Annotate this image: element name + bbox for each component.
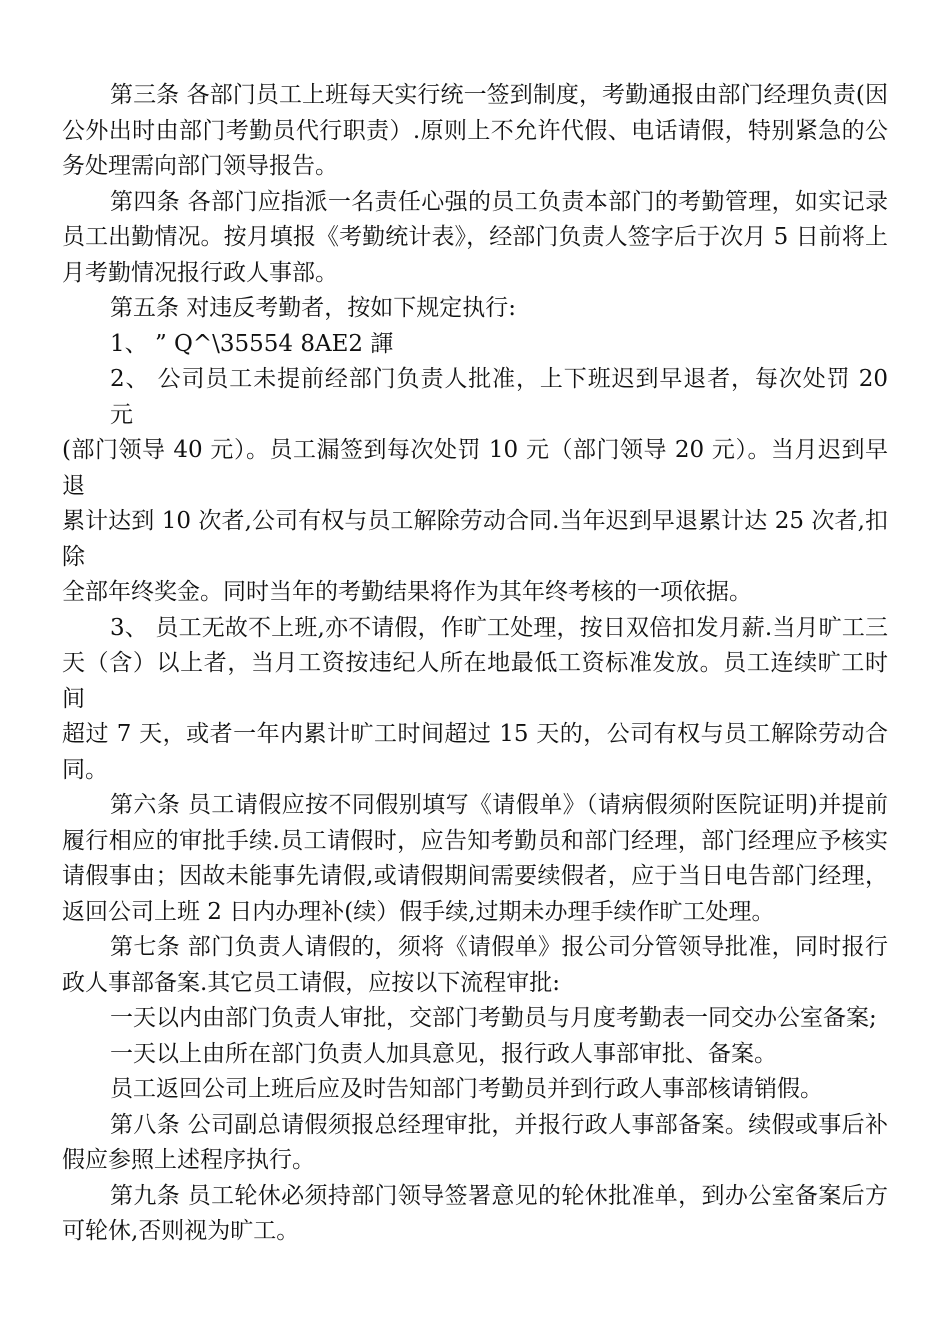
text-line: 2、 公司员工未提前经部门负责人批准，上下班迟到早退者，每次处罚 20 元 (110, 366, 888, 428)
paragraph (62, 1001, 888, 1037)
text-line: 一天以内由部门负责人审批，交部门考勤员与月度考勤表一同交办公室备案; (110, 1005, 877, 1031)
text-line: 第八条 公司副总请假须报总经理审批，并报行政人事部备案。续假或事后补 (110, 1111, 888, 1138)
text-line: 请假事由；因故未能事先请假,或请假期间需要续假者，应于当日电告部门经理， (62, 863, 888, 889)
paragraph (62, 327, 888, 363)
text-line: 月考勤情况报行政人事部。 (62, 259, 338, 286)
text-line: 第四条 各部门应指派一名责任心强的员工负责本部门的考勤管理，如实记录 (110, 188, 888, 215)
paragraph (62, 1037, 888, 1073)
text-line: 全部年终奖金。同时当年的考勤结果将作为其年终考核的一项依据。 (62, 579, 752, 605)
text-line: 第六条 员工请假应按不同假别填写《请假单》（请病假须附医院证明)并提前 (110, 792, 888, 818)
document-body (62, 78, 888, 1250)
text-line: 务处理需向部门领导报告。 (62, 153, 338, 179)
text-line: 员工出勤情况。按月填报《考勤统计表》，经部门负责人签字后于次月 5 日前将上 (62, 224, 888, 250)
text-line: 超过 7 天，或者一年内累计旷工时间超过 15 天的，公司有权与员工解除劳动合同。 (62, 721, 888, 783)
text-line: 员工返回公司上班后应及时告知部门考勤员并到行政人事部核请销假。 (110, 1076, 823, 1102)
paragraph (62, 1072, 888, 1108)
paragraph (62, 930, 888, 1001)
paragraph (62, 788, 888, 930)
text-line: 3、 员工无故不上班,亦不请假，作旷工处理，按日双倍扣发月薪.当月旷工三 (110, 614, 888, 641)
paragraph (62, 291, 888, 327)
text-line: 天（含）以上者，当月工资按违纪人所在地最低工资标准发放。员工连续旷工时间 (62, 650, 888, 712)
text-line: 政人事部备案.其它员工请假，应按以下流程审批: (62, 969, 561, 996)
text-line: 第三条 各部门员工上班每天实行统一签到制度，考勤通报由部门经理负责(因 (110, 82, 888, 108)
text-line: 返回公司上班 2 日内办理补(续）假手续,过期未办理手续作旷工处理。 (62, 898, 775, 925)
text-line: 第五条 对违反考勤者，按如下规定执行: (110, 295, 517, 321)
text-line: (部门领导 40 元）。员工漏签到每次处罚 10 元（部门领导 20 元）。当月迟到早退 (62, 437, 888, 499)
paragraph (62, 362, 888, 611)
text-line: 一天以上由所在部门负责人加具意见，报行政人事部审批、备案。 (110, 1040, 777, 1067)
paragraph (62, 1179, 888, 1250)
text-line: 履行相应的审批手续.员工请假时，应告知考勤员和部门经理，部门经理应予核实 (62, 827, 888, 854)
paragraph (62, 78, 888, 185)
paragraph (62, 185, 888, 292)
text-line: 第九条 员工轮休必须持部门领导签署意见的轮休批准单，到办公室备案后方 (110, 1182, 888, 1209)
text-line: 可轮休,否则视为旷工。 (62, 1218, 300, 1244)
text-line: 假应参照上述程序执行。 (62, 1147, 315, 1173)
text-line: 累计达到 10 次者,公司有权与员工解除劳动合同.当年迟到早退累计达 25 次者,扣除 (62, 508, 888, 570)
paragraph (62, 1108, 888, 1179)
paragraph (62, 611, 888, 789)
text-line: 第七条 部门负责人请假的，须将《请假单》报公司分管领导批准，同时报行 (110, 934, 888, 960)
text-line: 1、 ” Q^\35554 8AE2 諢 (110, 330, 394, 357)
text-line: 公外出时由部门考勤员代行职责）.原则上不允许代假、电话请假，特别紧急的公 (62, 117, 888, 144)
